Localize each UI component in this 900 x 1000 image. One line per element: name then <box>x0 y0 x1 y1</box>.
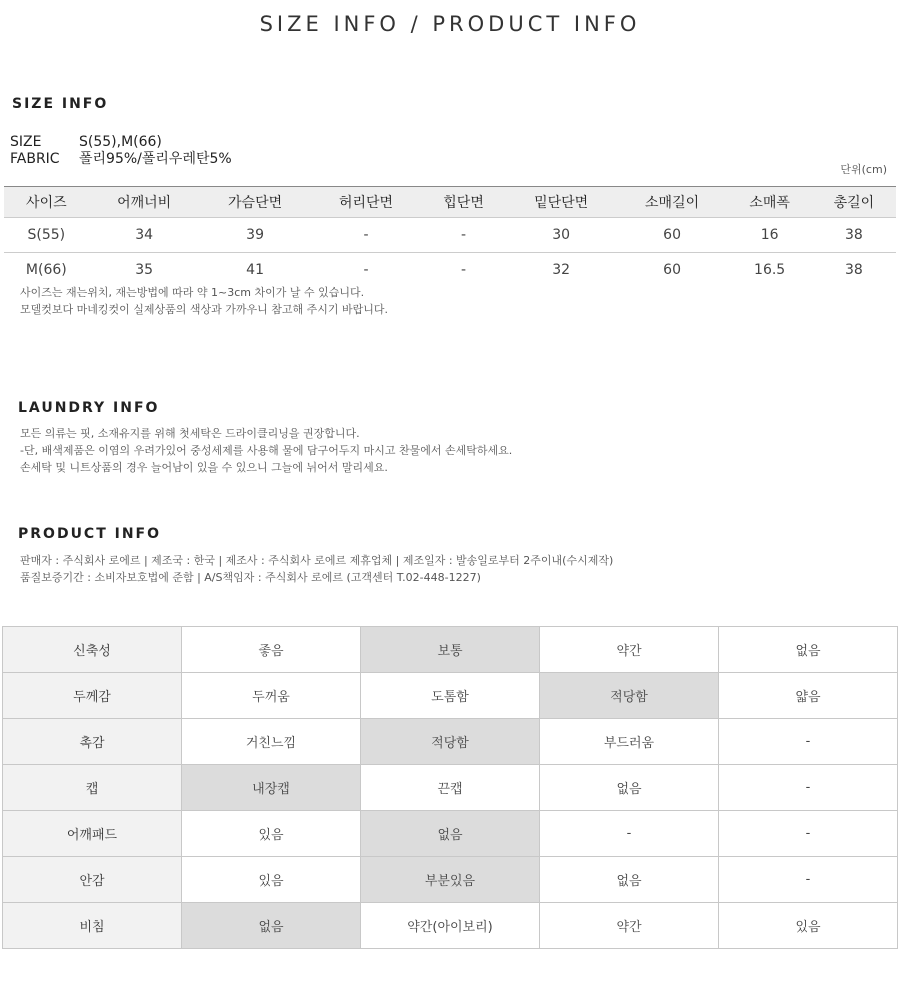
property-label: 신축성 <box>3 627 182 673</box>
size-info-title: SIZE INFO <box>12 96 109 112</box>
note-line: -단, 배색제품은 이염의 우려가있어 중성세제를 사용해 물에 담구어두지 마시고 찬물에서 손세탁하세요. <box>20 444 513 457</box>
property-option: 없음 <box>719 627 898 673</box>
property-option: 있음 <box>719 903 898 949</box>
property-label: 비침 <box>3 903 182 949</box>
property-label: 두께감 <box>3 673 182 719</box>
property-row <box>3 765 898 811</box>
property-option: - <box>719 857 898 903</box>
table-cell: 34 <box>89 218 200 253</box>
property-label: 안감 <box>3 857 182 903</box>
property-label: 어깨패드 <box>3 811 182 857</box>
property-option: 두꺼움 <box>182 673 361 719</box>
property-option-selected: 내장캡 <box>182 765 361 811</box>
property-option: - <box>719 811 898 857</box>
property-option-selected: 없음 <box>182 903 361 949</box>
table-cell: 16 <box>728 218 812 253</box>
column-header: 허리단면 <box>311 187 422 218</box>
table-cell: 60 <box>617 218 728 253</box>
property-row <box>3 673 898 719</box>
table-row <box>4 253 896 288</box>
column-header: 소매길이 <box>617 187 728 218</box>
table-cell: 16.5 <box>754 262 786 278</box>
property-option-selected: 적당함 <box>540 673 719 719</box>
fabric-label: FABRIC <box>10 151 60 167</box>
table-row <box>4 218 896 253</box>
table-cell: 38 <box>812 218 896 253</box>
note-line: 모든 의류는 핏, 소재유지를 위해 첫세탁은 드라이클리닝을 권장합니다. <box>20 427 360 440</box>
property-option: 얇음 <box>719 673 898 719</box>
property-label: 캡 <box>3 765 182 811</box>
note-line: 손세탁 및 니트상품의 경우 늘어남이 있을 수 있으니 그늘에 뉘어서 말리세요. <box>20 461 388 474</box>
table-cell: M(66) <box>25 262 67 278</box>
table-cell: 35 <box>135 262 154 278</box>
column-header: 밑단단면 <box>506 187 617 218</box>
table-cell: 60 <box>663 262 681 278</box>
product-info-title: PRODUCT INFO <box>18 526 162 542</box>
property-option: 없음 <box>540 765 719 811</box>
property-option: - <box>540 811 719 857</box>
table-cell: S(55) <box>4 218 89 253</box>
unit-label: 단위(cm) <box>840 163 887 176</box>
property-option: - <box>719 719 898 765</box>
size-table <box>4 186 896 287</box>
size-notes <box>20 284 388 318</box>
property-row <box>3 811 898 857</box>
table-cell: 39 <box>200 218 311 253</box>
table-cell: - <box>363 262 369 278</box>
table-cell: 38 <box>844 262 863 278</box>
note-line: 품질보증기간 : 소비자보호법에 준함 | A/S책임자 : 주식회사 로에르 (고객센터 T.02-448-1227) <box>20 571 481 584</box>
property-row <box>3 719 898 765</box>
table-cell: - <box>461 262 467 278</box>
laundry-info-title: LAUNDRY INFO <box>18 400 160 416</box>
size-table-header <box>4 187 896 218</box>
property-row <box>3 627 898 673</box>
note-line: 판매자 : 주식회사 로에르 | 제조국 : 한국 | 제조사 : 주식회사 로에르 제휴업체 | 제조일자 : 발송일로부터 2주이내(수시제작) <box>20 554 614 567</box>
column-header: 소매폭 <box>728 187 812 218</box>
property-option-selected: 보통 <box>361 627 540 673</box>
note-line: 사이즈는 재는위치, 재는방법에 따라 약 1~3cm 차이가 날 수 있습니다. <box>20 286 365 299</box>
property-option: 끈캡 <box>361 765 540 811</box>
property-option: - <box>719 765 898 811</box>
property-option: 부드러움 <box>540 719 719 765</box>
page-title: SIZE INFO / PRODUCT INFO <box>259 12 641 36</box>
column-header: 가슴단면 <box>200 187 311 218</box>
fabric-spec <box>10 151 232 168</box>
table-cell: - <box>421 218 505 253</box>
property-option: 있음 <box>182 857 361 903</box>
property-option: 약간(아이보리) <box>361 903 540 949</box>
table-cell: - <box>311 218 422 253</box>
laundry-notes <box>20 425 512 476</box>
property-option: 좋음 <box>182 627 361 673</box>
property-option: 약간 <box>540 627 719 673</box>
property-option-selected: 부분있음 <box>361 857 540 903</box>
column-header: 총길이 <box>812 187 896 218</box>
property-option-selected: 적당함 <box>361 719 540 765</box>
property-option: 있음 <box>182 811 361 857</box>
property-label: 촉감 <box>3 719 182 765</box>
note-line: 모델컷보다 마네킹컷이 실제상품의 색상과 가까우니 참고해 주시기 바랍니다. <box>20 303 389 316</box>
property-row <box>3 857 898 903</box>
property-option-selected: 없음 <box>361 811 540 857</box>
property-row <box>3 903 898 949</box>
table-cell: 32 <box>552 262 571 278</box>
column-header: 어깨너비 <box>89 187 200 218</box>
table-cell: 30 <box>506 218 617 253</box>
property-option: 도톰함 <box>361 673 540 719</box>
column-header: 사이즈 <box>4 187 89 218</box>
fabric-value: 폴리95%/폴리우레탄5% <box>79 151 232 167</box>
property-option: 약간 <box>540 903 719 949</box>
size-label: SIZE <box>10 134 42 150</box>
table-cell: 41 <box>246 262 264 278</box>
product-properties-table <box>2 626 898 949</box>
property-option: 없음 <box>540 857 719 903</box>
column-header: 힙단면 <box>421 187 505 218</box>
product-notes <box>20 552 613 586</box>
size-value: S(55),M(66) <box>79 134 162 150</box>
size-spec <box>10 134 162 151</box>
property-option: 거친느낌 <box>182 719 361 765</box>
